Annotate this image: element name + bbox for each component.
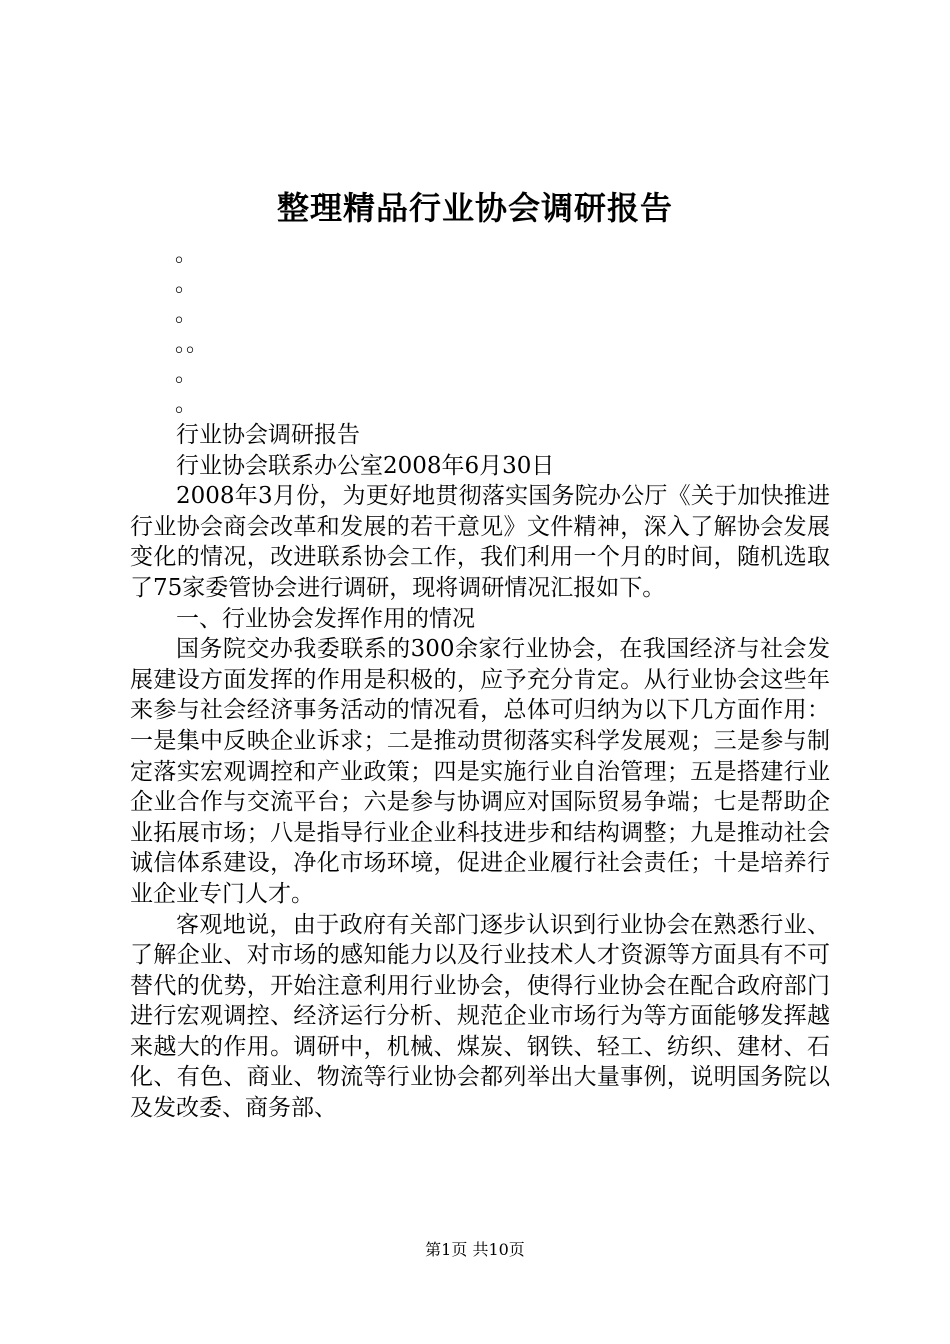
- mark-line: 。。: [175, 332, 209, 357]
- document-body: [130, 420, 830, 1124]
- mark-line: 。: [175, 302, 198, 327]
- mark-line: 。: [175, 392, 198, 417]
- report-author-date: 行业协会联系办公室2008年6月30日: [176, 452, 555, 479]
- intro-paragraph: 2008年3月份，为更好地贯彻落实国务院办公厅《关于加快推进行业协会商会改革和发展的若干意见》文件精神，深入了解协会发展变化的情况，改进联系协会工作，我们利用一个月的时间，随机选取了75家委管协会进行调研，现将调研情况汇报如下。: [130, 483, 830, 601]
- bullet-marks: [175, 240, 208, 420]
- section-heading: 一、行业协会发挥作用的情况: [176, 605, 475, 632]
- body-paragraph: 国务院交办我委联系的300余家行业协会，在我国经济与社会发展建设方面发挥的作用是积极的，应予充分肯定。从行业协会这些年来参与社会经济事务活动的情况看，总体可归纳为以下几方面作用：一是集中反映企业诉求；二是推动贯彻落实科学发展观；三是参与制定落实宏观调控和产业政策；四是实施行业自治管理；五是搭建行业企业合作与交流平台；六是参与协调应对国际贸易争端；七是帮助企业拓展市场；八是指导行业企业科技进步和结构调整；九是推动社会诚信体系建设，净化市场环境，促进企业履行社会责任；十是培养行业企业专门人才。: [130, 636, 830, 907]
- body-paragraph: 客观地说，由于政府有关部门逐步认识到行业协会在熟悉行业、了解企业、对市场的感知能力以及行业技术人才资源等方面具有不可替代的优势，开始注意利用行业协会，使得行业协会在配合政府部门进行宏观调控、经济运行分析、规范企业市场行为等方面能够发挥越来越大的作用。调研中，机械、煤炭、钢铁、轻工、纺织、建材、石化、有色、商业、物流等行业协会都列举出大量事例，说明国务院以及发改委、商务部、: [130, 911, 830, 1122]
- mark-line: 。: [175, 272, 198, 297]
- page-title: 整理精品行业协会调研报告: [276, 189, 673, 227]
- mark-line: 。: [175, 242, 198, 267]
- page-footer: 第1页 共10页: [425, 1240, 525, 1259]
- report-subtitle: 行业协会调研报告: [176, 422, 360, 448]
- mark-line: 。: [175, 362, 198, 387]
